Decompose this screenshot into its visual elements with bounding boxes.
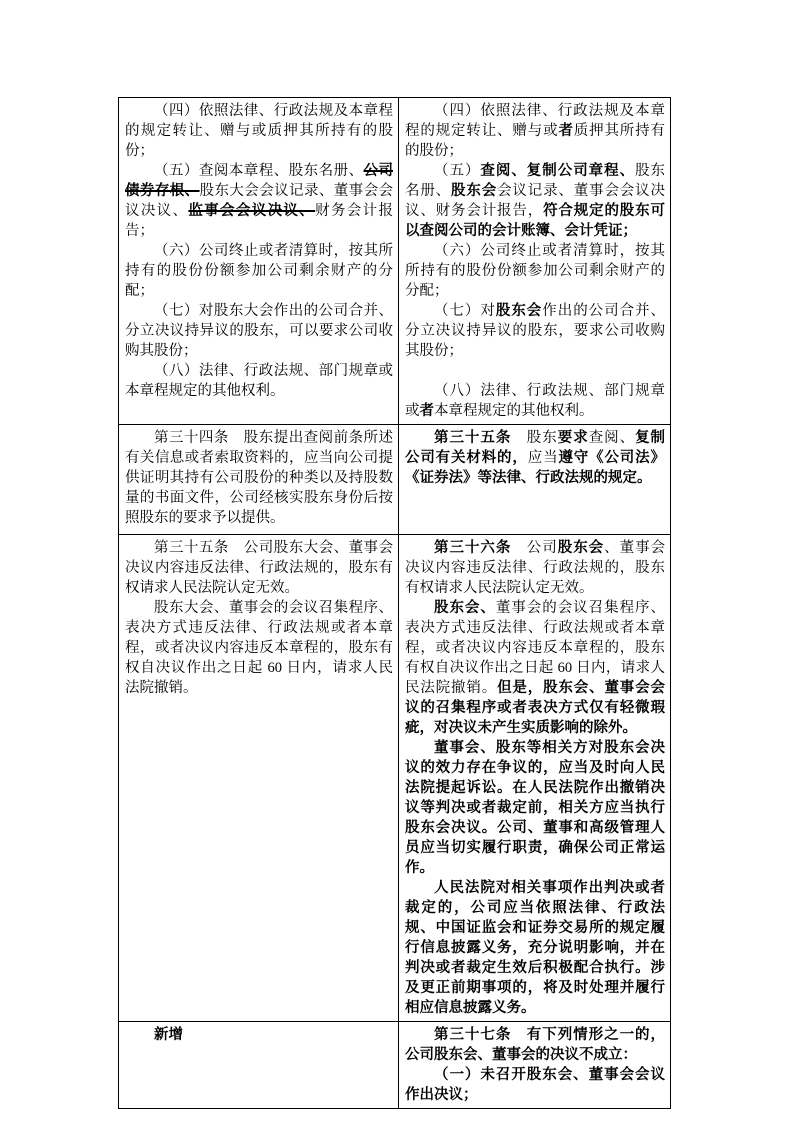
paragraph	[405, 361, 665, 381]
cell-new-article-37	[399, 1022, 671, 1109]
paragraph	[125, 301, 393, 361]
paragraph	[405, 161, 665, 241]
deleted-text: 公司债券存根、	[125, 163, 394, 199]
comparison-table-body	[119, 98, 671, 1109]
text-run: （八）法律、行政法规、部门规章或本章程规定的其他权利。	[125, 363, 393, 399]
emphasized-text: 遵守《公司法》《证券法》等法律、行政法规的规定。	[405, 450, 665, 486]
paragraph	[405, 878, 665, 1018]
text-run: 公司	[511, 540, 558, 556]
cell-new-article-36	[399, 535, 671, 1022]
paragraph	[405, 538, 665, 598]
emphasized-text: 第三十六条	[434, 540, 512, 556]
text-run: （七）对股东大会作出的公司合并、分立决议持异议的股东，可以要求公司收购其股份；	[125, 303, 393, 359]
paragraph	[405, 381, 665, 421]
cell-old-article-34	[119, 425, 399, 535]
paragraph	[405, 738, 665, 878]
paragraph	[405, 241, 665, 301]
paragraph	[405, 1065, 665, 1105]
text-run: 股东大会、董事会的会议召集程序、表决方式违反法律、行政法规或者本章程，或者决议内容违反本章程的，股东有权自决议作出之日起 60 日内，请求人民法院撤销。	[125, 600, 393, 696]
paragraph	[125, 101, 393, 161]
paragraph	[125, 241, 393, 301]
emphasized-text: 股东会、	[434, 600, 496, 616]
cell-old-new-addition	[119, 1022, 399, 1109]
table-row	[119, 98, 671, 425]
table-row	[119, 1022, 671, 1109]
emphasized-text: 者	[419, 403, 434, 419]
paragraph	[125, 161, 393, 241]
emphasized-text: 董事会、股东等相关方对股东会决议的效力存在争议的，应当及时向人民法院提起诉讼。在人民法院作出撤销决议等判决或者裁定前，相关方应当执行股东会决议。公司、董事和高级管理人员应当切实履行职责，确保公司正常运作。	[405, 740, 665, 876]
emphasized-text: 人民法院对相关事项作出判决或者裁定的，公司应当依照法律、行政法规、中国证监会和证券交易所的规定履行信息披露义务，充分说明影响，并在判决或者裁定生效后积极配合执行。涉及更正前期事项的，将及时处理并履行相应信息披露义务。	[405, 880, 665, 1016]
text-run: （八）法律、行政法规、部门规章或	[405, 383, 665, 419]
text-run: （四）依照法律、行政法规及本章程的规定转让、赠与或	[405, 103, 665, 139]
paragraph	[405, 428, 665, 488]
text-run: 股东名册、	[405, 163, 666, 199]
paragraph	[405, 598, 665, 738]
paragraph	[405, 101, 665, 161]
cell-new-shareholder-rights	[399, 98, 671, 425]
emphasized-text: 复制公司有关材料的，	[405, 430, 666, 466]
emphasized-text: 符合规定的股东可以查阅公司的会计账簿、会计凭证；	[405, 203, 665, 239]
table-row	[119, 425, 671, 535]
deleted-text: 监事会会议决议、	[188, 203, 316, 219]
emphasized-text: 第三十五条	[434, 430, 512, 446]
text-run: 财务会计报告；	[125, 203, 393, 239]
text-run: （五）查阅本章程、股东名册、	[154, 163, 364, 179]
paragraph	[405, 1025, 665, 1065]
comparison-table	[118, 97, 671, 1109]
text-run: 股东	[511, 430, 558, 446]
text-run: 会议记录、董事会会议决议、财务会计报告，	[405, 183, 665, 219]
emphasized-text: （一）未召开股东会、董事会会议作出决议；	[405, 1067, 665, 1103]
paragraph	[125, 598, 393, 698]
emphasized-text: 新增	[154, 1027, 183, 1043]
paragraph	[405, 301, 665, 361]
emphasized-text: 股东会	[495, 303, 543, 319]
text-run: （六）公司终止或者清算时，按其所持有的股份份额参加公司剩余财产的分配；	[125, 243, 393, 299]
emphasized-text: 股东会	[451, 183, 498, 199]
emphasized-text: 要求	[557, 430, 589, 446]
paragraph	[125, 361, 393, 401]
text-run: 作出的公司合并、分立决议持异议的股东，要求公司收购其股份；	[405, 303, 666, 359]
text-run: 董事会的会议召集程序、表决方式违反法律、行政法规或者本章程，或者决议内容违反本章程的，股东有权自决议作出之日起 60 日内，请求人民法院撤销。	[405, 600, 666, 696]
text-run: 、董事会决议内容违反法律、行政法规的，股东有权请求人民法院认定无效。	[405, 540, 666, 596]
text-run: （六）公司终止或者清算时，按其所持有的股份份额参加公司剩余财产的分配；	[405, 243, 665, 299]
paragraph	[125, 1025, 393, 1045]
text-run: 第三十五条 公司股东大会、董事会决议内容违反法律、行政法规的，股东有权请求人民法院认定无效。	[125, 540, 393, 596]
cell-old-article-35	[119, 535, 399, 1022]
text-run: 查阅、	[588, 430, 636, 446]
text-run: （四）依照法律、行政法规及本章程的规定转让、赠与或质押其所持有的股份；	[125, 103, 393, 159]
text-run: （五）	[434, 163, 481, 179]
cell-old-shareholder-rights	[119, 98, 399, 425]
text-run: 应当	[527, 450, 559, 466]
text-run: 第三十四条 股东提出查阅前条所述有关信息或者索取资料的，应当向公司提供证明其持有公司股份的种类以及持股数量的书面文件，公司经核实股东身份后按照股东的要求予以提供。	[125, 430, 393, 526]
emphasized-text: 第三十七条 有下列情形之一的，公司股东会、董事会的决议不成立：	[405, 1027, 665, 1063]
text-run: （七）对	[434, 303, 496, 319]
emphasized-text: 者	[558, 123, 574, 139]
emphasized-text: 查阅、复制公司章程、	[480, 163, 636, 179]
emphasized-text: 股东会	[557, 540, 605, 556]
text-run: 本章程规定的其他权利。	[434, 403, 594, 419]
text-run: 股东大会会议记录、董事会会议决议、	[125, 183, 394, 219]
table-row	[119, 535, 671, 1022]
paragraph	[125, 538, 393, 598]
cell-new-article-35	[399, 425, 671, 535]
text-run: 质押其所持有的股份；	[405, 123, 665, 159]
emphasized-text: 但是，股东会、董事会会议的召集程序或者表决方式仅有轻微瑕疵，对决议未产生实质影响的除外。	[405, 680, 665, 736]
paragraph	[125, 428, 393, 528]
